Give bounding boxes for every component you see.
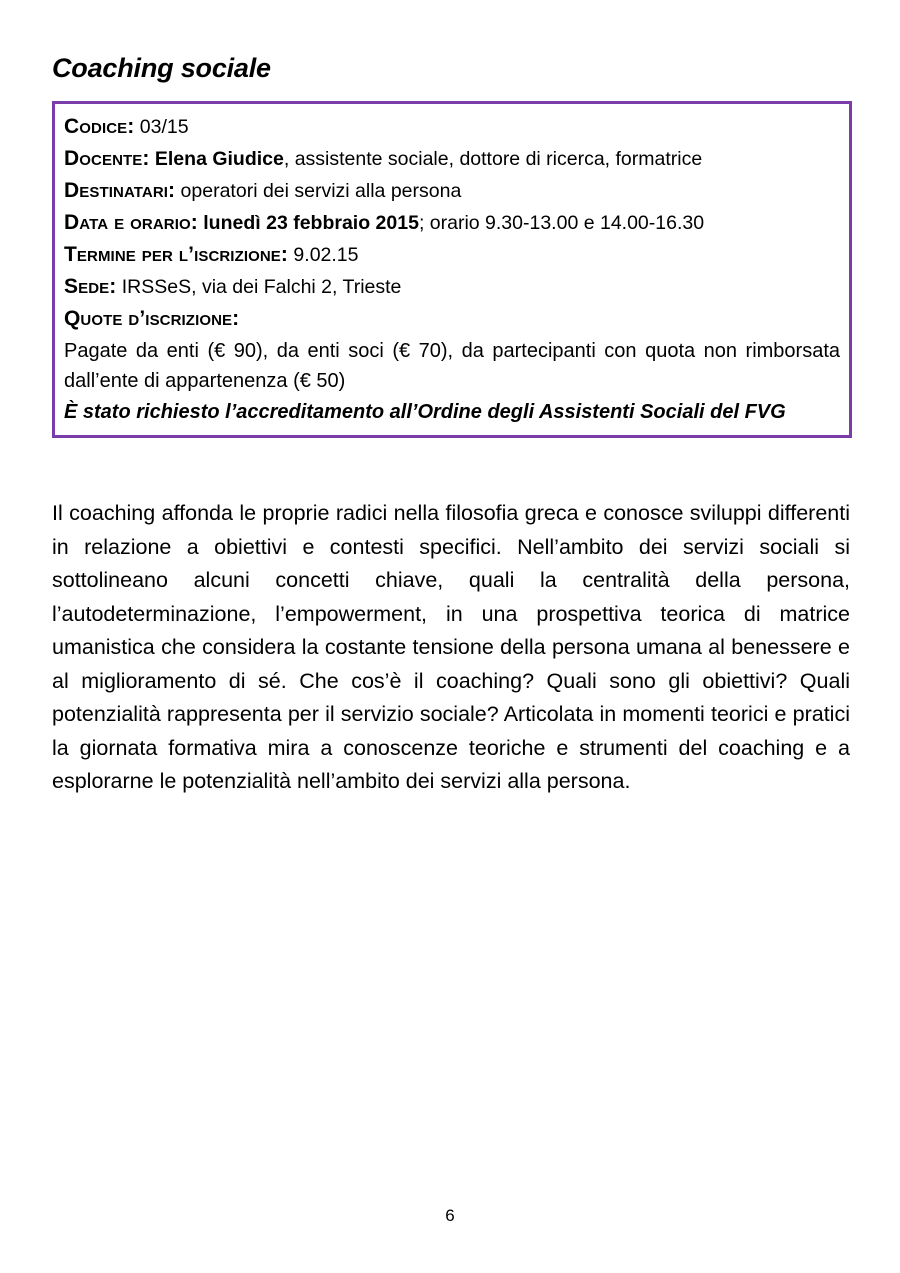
info-label-data-orario: Data e orario: [64,211,198,234]
course-info-box [52,101,852,438]
info-label-destinatari: Destinatari: [64,179,176,202]
info-value-termine-iscrizione: 9.02.15 [288,244,359,266]
info-value-destinatari: operatori dei servizi alla persona [175,180,462,202]
info-row-data-orario [64,207,840,239]
body-paragraph: Il coaching affonda le proprie radici nella filosofia greca e conosce sviluppi differenti in relazione a obiettivi e contesti specifici. Nell’ambito dei servizi sociali si sottolineano alcuni concetti chiave, quali la centralità della persona, l’autodeterminazione, l’empowerment, in una prospettiva teorica di matrice umanistica che considera la costante tensione della persona umana al benessere e al miglioramento di sé. Che cos’è il coaching? Quali sono gli obiettivi? Quali potenzialità rappresenta per il servizio sociale? Articolata in momenti teorici e pratici la giornata formativa mira a conoscenze teoriche e strumenti del coaching e a esplorarne le potenzialità nell’ambito dei servizi alla persona. [52,501,850,793]
info-value-codice: 03/15 [134,116,189,138]
fees-text: Pagate da enti (€ 90), da enti soci (€ 70), da partecipanti con quota non rimborsata dall’ente di appartenenza (€ 50) [64,340,840,392]
info-value-docente-rest: , assistente sociale, dottore di ricerca, formatrice [283,148,703,170]
info-row-codice [64,111,840,143]
info-row-quote-iscrizione [64,303,840,335]
info-row-destinatari [64,175,840,207]
info-label-docente: Docente: [64,147,150,170]
info-value-orario: ; orario 9.30-13.00 e 14.00-16.30 [418,212,705,234]
page-number: 6 [445,1206,455,1225]
info-row-sede [64,271,840,303]
accreditation-note: È stato richiesto l’accreditamento all’Ordine degli Assistenti Sociali del FVG [64,401,786,423]
info-value-data: lunedì 23 febbraio 2015 [197,212,419,234]
info-row-docente [64,143,840,175]
info-value-docente-name: Elena Giudice [149,148,284,170]
info-label-termine-iscrizione: Termine per l’iscrizione: [64,243,289,266]
page-title: Coaching sociale [52,53,271,83]
info-value-sede: IRSSeS, via dei Falchi 2, Trieste [116,276,402,298]
info-label-codice: Codice: [64,115,135,138]
info-label-quote-iscrizione: Quote d’iscrizione: [64,307,240,330]
info-row-termine-iscrizione [64,239,840,271]
info-label-sede: Sede: [64,275,117,298]
